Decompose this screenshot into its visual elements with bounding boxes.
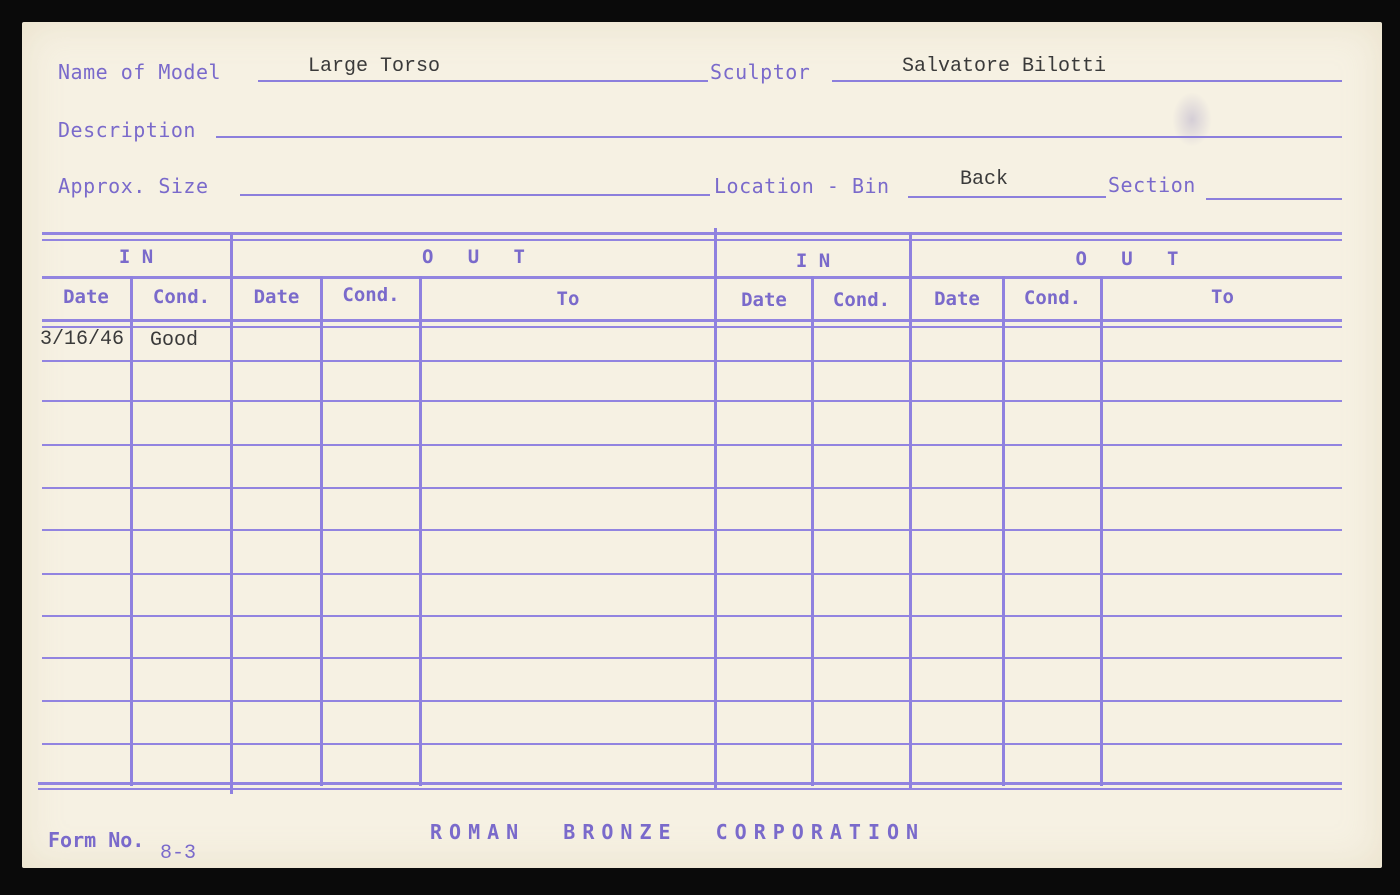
col-divider-6	[811, 276, 814, 786]
col-header-to-2: To	[1211, 286, 1234, 308]
col-divider-2	[230, 232, 233, 794]
approx-size-underline	[240, 194, 710, 196]
col-header-cond-out-2: Cond.	[1023, 287, 1082, 309]
column-header-line	[42, 319, 1342, 322]
col-header-cond-in: Cond.	[152, 286, 211, 308]
group-in-header: I N	[118, 246, 154, 268]
col-divider-3	[320, 276, 323, 786]
col-divider-7	[909, 232, 912, 788]
group-out-header: O U T	[422, 246, 525, 268]
description-label: Description	[58, 118, 196, 142]
row-line-3	[42, 444, 1342, 446]
sculptor-underline	[832, 80, 1342, 82]
table-row-1-date-in: 3/16/46	[40, 328, 125, 351]
col-divider-1	[130, 276, 133, 786]
row-line-5	[42, 529, 1342, 531]
description-underline	[216, 136, 1342, 138]
col-header-cond-in-2: Cond.	[832, 289, 891, 311]
col-divider-9	[1100, 276, 1103, 786]
form-no-label: Form No.	[48, 828, 145, 852]
form-no-value: 8-3	[160, 842, 197, 865]
table-row-1-cond-in: Good	[150, 329, 199, 352]
row-line-10	[42, 743, 1342, 745]
name-of-model-value: Large Torso	[308, 55, 441, 78]
row-line-9	[42, 700, 1342, 702]
row-line-2	[42, 400, 1342, 402]
col-header-cond-out: Cond.	[342, 284, 400, 306]
row-line-4	[42, 487, 1342, 489]
column-header-line-2	[42, 326, 1342, 328]
location-bin-label: Location - Bin	[714, 174, 890, 198]
section-label: Section	[1108, 173, 1196, 197]
company-name: ROMAN BRONZE CORPORATION	[430, 820, 926, 844]
table-top-line-2	[42, 239, 1342, 241]
group-out-header-2: O U T	[1075, 248, 1179, 270]
row-line-7	[42, 615, 1342, 617]
col-header-date-out-2: Date	[934, 288, 980, 310]
location-bin-underline	[908, 196, 1106, 198]
table-top-line	[42, 232, 1342, 235]
col-header-date-in: Date	[63, 286, 109, 308]
inventory-card	[22, 22, 1382, 868]
location-bin-value: Back	[960, 168, 1009, 191]
ink-stain	[1172, 92, 1212, 147]
sculptor-label: Sculptor	[710, 60, 811, 84]
section-underline	[1206, 198, 1342, 200]
group-header-line	[42, 276, 1342, 279]
name-of-model-label: Name of Model	[58, 60, 222, 84]
col-divider-4	[419, 276, 422, 786]
table-bottom-line-2	[38, 788, 1342, 790]
col-divider-8	[1002, 276, 1005, 786]
col-header-date-out: Date	[253, 286, 300, 308]
col-divider-5	[714, 228, 717, 788]
col-header-date-in-2: Date	[741, 289, 787, 311]
sculptor-value: Salvatore Bilotti	[902, 55, 1107, 78]
row-line-1	[42, 360, 1342, 362]
col-header-to: To	[556, 288, 580, 310]
group-in-header-2: I N	[795, 250, 831, 272]
row-line-6	[42, 573, 1342, 575]
table-bottom-line	[38, 782, 1342, 785]
name-of-model-underline	[258, 80, 708, 82]
row-line-8	[42, 657, 1342, 659]
approx-size-label: Approx. Size	[58, 174, 209, 198]
